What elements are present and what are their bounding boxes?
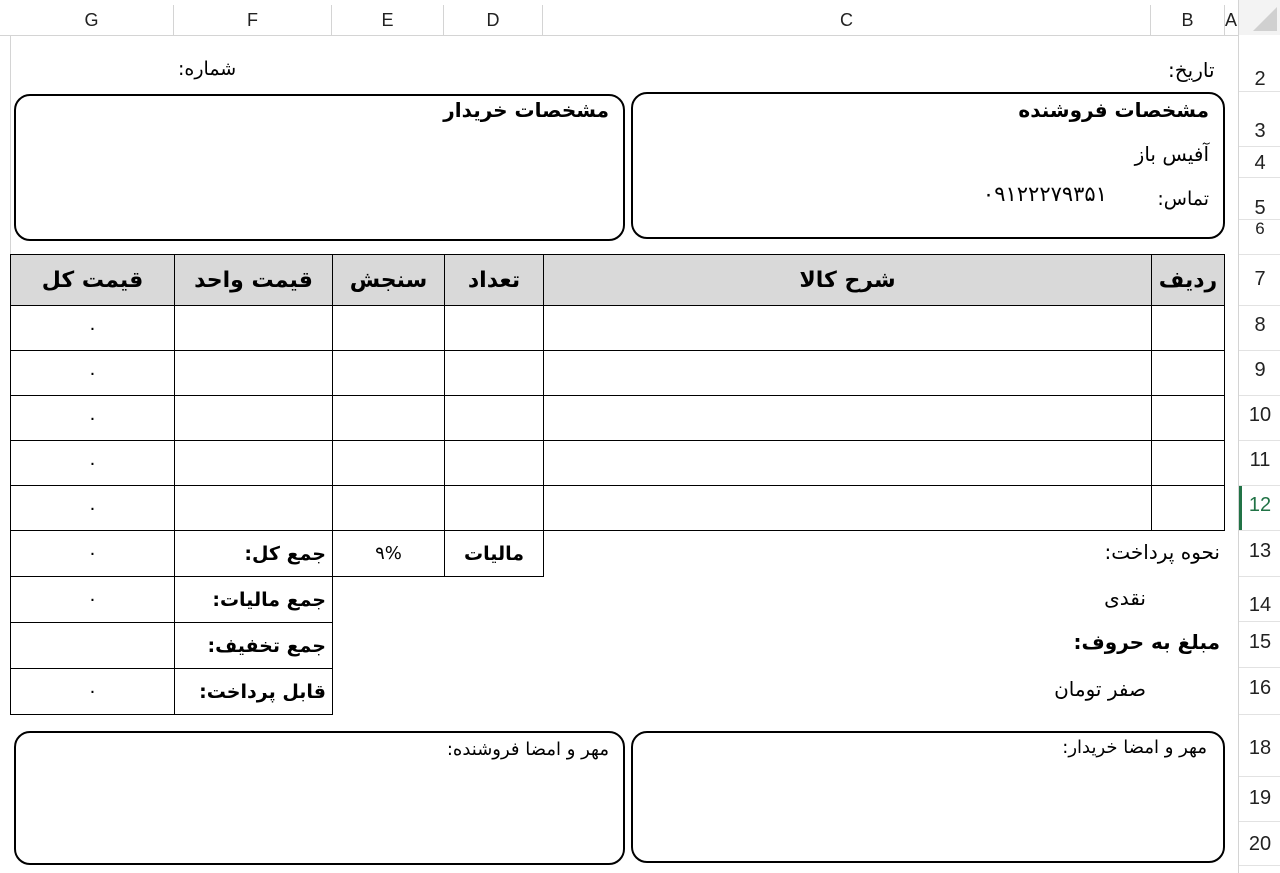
row-header[interactable]: 14 [1248,594,1272,616]
column-header-bar [0,0,1280,36]
tax-total-label: جمع مالیات: [175,577,333,623]
items-table-header-row [11,255,1225,306]
buyer-signature-box [631,731,1225,863]
cell-unit-price[interactable] [175,441,333,486]
cell-row-number[interactable] [1152,351,1225,396]
cell-unit-price[interactable] [175,396,333,441]
row-header[interactable]: 8 [1254,314,1266,336]
row-header[interactable]: 7 [1254,268,1266,290]
row-header[interactable]: 4 [1254,152,1266,174]
column-header-a[interactable]: A [1224,10,1237,30]
items-table [10,254,1225,531]
discount-total-value[interactable] [11,623,175,669]
cell-row-number[interactable] [1152,441,1225,486]
cell-description[interactable] [544,441,1152,486]
row-header[interactable]: 20 [1248,833,1272,855]
table-row [11,441,1225,486]
row-header[interactable]: 2 [1254,68,1266,90]
select-all-triangle-icon [1253,7,1277,31]
row-header[interactable]: 9 [1254,359,1266,381]
cell-unit[interactable] [333,351,445,396]
summary-tax-row [10,530,544,577]
header-description[interactable]: شرح کالا [544,255,1152,306]
cell-unit-price[interactable] [175,351,333,396]
row-header[interactable]: 11 [1249,449,1271,471]
table-row [11,306,1225,351]
row-header[interactable]: 5 [1254,197,1266,219]
payable-value[interactable]: ۰ [11,669,175,715]
row-header-bar [1238,35,1280,873]
row-header-selected[interactable]: 12 [1248,494,1272,516]
column-header-d[interactable]: D [486,10,500,30]
cell-quantity[interactable] [445,351,544,396]
summary-totals-table [10,576,333,715]
header-row-number[interactable]: ردیف [1152,255,1225,306]
column-header-g[interactable]: G [84,10,99,30]
discount-total-label: جمع تخفیف: [175,623,333,669]
tax-label: مالیات [445,531,544,577]
column-header-f[interactable]: F [247,10,258,30]
row-header[interactable]: 15 [1248,631,1272,653]
cell-description[interactable] [544,486,1152,531]
cell-unit-price[interactable] [175,306,333,351]
table-row [11,351,1225,396]
seller-name[interactable]: آفیس باز [1134,142,1209,166]
buyer-title: مشخصات خریدار [443,98,609,122]
grand-total-value[interactable]: ۰ [11,531,175,577]
number-label: شماره: [178,58,237,80]
table-row [11,486,1225,531]
buyer-info-box [14,94,625,241]
column-header-e[interactable]: E [381,10,394,30]
cell-row-number[interactable] [1152,486,1225,531]
column-header-b[interactable]: B [1181,10,1194,30]
cell-unit[interactable] [333,396,445,441]
row-header[interactable]: 13 [1248,540,1272,562]
grand-total-label: جمع کل: [175,531,333,577]
cell-unit-price[interactable] [175,486,333,531]
table-row [11,396,1225,441]
tax-total-value[interactable]: ۰ [11,577,175,623]
column-header-c[interactable]: C [840,10,853,30]
cell-unit[interactable] [333,441,445,486]
row-header[interactable]: 18 [1248,737,1272,759]
payable-label: قابل پرداخت: [175,669,333,715]
header-total-price[interactable]: قیمت کل [11,255,175,306]
row-header[interactable]: 16 [1248,677,1272,699]
cell-quantity[interactable] [445,441,544,486]
cell-total-price[interactable]: ۰ [11,396,175,441]
summary-row [11,577,333,623]
row-header[interactable]: 19 [1248,787,1272,809]
cell-total-price[interactable]: ۰ [11,441,175,486]
seller-title: مشخصات فروشنده [1018,98,1209,122]
cell-description[interactable] [544,306,1152,351]
cell-unit[interactable] [333,486,445,531]
payment-method-value[interactable]: نقدی [1104,586,1146,610]
amount-in-words-value[interactable]: صفر تومان [1054,677,1146,701]
cell-quantity[interactable] [445,486,544,531]
row-header[interactable]: 10 [1248,404,1272,426]
cell-total-price[interactable]: ۰ [11,351,175,396]
date-label: تاریخ: [1168,58,1215,82]
buyer-signature-label: مهر و امضا خریدار: [1062,737,1207,758]
header-unit[interactable]: سنجش [333,255,445,306]
seller-contact-label: تماس: [1157,188,1209,210]
seller-signature-box [14,731,625,865]
payment-method-label: نحوه پرداخت: [1104,540,1220,564]
cell-total-price[interactable]: ۰ [11,486,175,531]
header-quantity[interactable]: تعداد [445,255,544,306]
cell-row-number[interactable] [1152,396,1225,441]
summary-row [11,669,333,715]
cell-description[interactable] [544,396,1152,441]
header-unit-price[interactable]: قیمت واحد [175,255,333,306]
row-header[interactable]: 6 [1255,219,1265,238]
tax-rate-value[interactable]: ۹% [333,531,445,577]
cell-total-price[interactable]: ۰ [11,306,175,351]
cell-row-number[interactable] [1152,306,1225,351]
seller-info-box [631,92,1225,239]
row-header[interactable]: 3 [1254,120,1266,142]
cell-quantity[interactable] [445,306,544,351]
cell-unit[interactable] [333,306,445,351]
summary-row [11,623,333,669]
select-all-corner[interactable] [1238,0,1280,35]
cell-quantity[interactable] [445,396,544,441]
amount-in-words-label: مبلغ به حروف: [1073,630,1220,654]
seller-signature-label: مهر و امضا فروشنده: [446,739,609,760]
cell-description[interactable] [544,351,1152,396]
seller-contact-value[interactable]: ۰۹۱۲۲۲۷۹۳۵۱ [982,182,1107,206]
